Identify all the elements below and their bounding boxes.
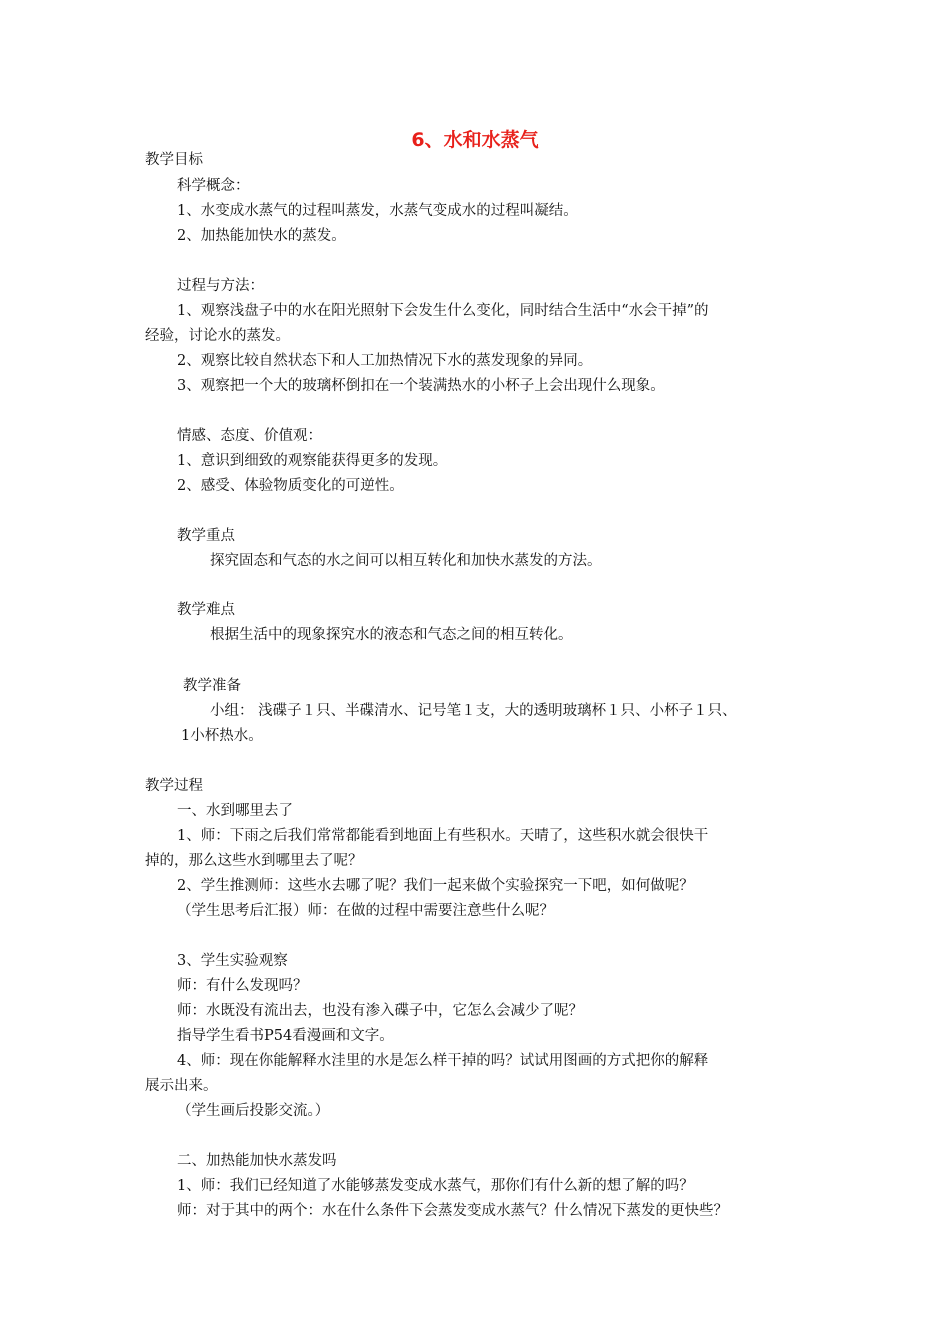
preparation-heading: 教学准备 [183,678,241,694]
key-point-heading: 教学重点 [177,528,235,544]
part1-line: 1、师：下雨之后我们常常都能看到地面上有些积水。天晴了，这些积水就会很快干 [177,828,709,844]
part1-line: 师：水既没有流出去，也没有渗入碟子中，它怎么会减少了呢？ [177,1003,583,1019]
part1-line: 师：有什么发现吗？ [177,978,308,994]
process-method-item: 经验，讨论水的蒸发。 [145,328,290,344]
part1-line: 指导学生看书P54看漫画和文字。 [177,1028,394,1044]
science-concept-heading: 科学概念： [177,178,250,194]
part2-heading: 二、加热能加快水蒸发吗 [177,1153,337,1169]
part2-line: 1、师：我们已经知道了水能够蒸发变成水蒸气，那你们有什么新的想了解的吗？ [177,1178,694,1194]
part1-line: 掉的，那么这些水到哪里去了呢？ [145,853,363,869]
process-method-item: 1、观察浅盘子中的水在阳光照射下会发生什么变化，同时结合生活中“水会干掉”的 [177,303,709,319]
preparation-line: 1小杯热水。 [181,728,263,744]
process-method-heading: 过程与方法： [177,278,264,294]
part1-line: （学生思考后汇报）师：在做的过程中需要注意些什么呢？ [177,903,554,919]
part1-line: 2、学生推测师：这些水去哪了呢？我们一起来做个实验探究一下吧，如何做呢？ [177,878,694,894]
part1-line: （学生画后投影交流。） [177,1103,330,1119]
preparation-line: 小组： 浅碟子１只、半碟清水、记号笔１支，大的透明玻璃杯１只、小杯子１只、 [210,703,737,719]
part1-line: 3、学生实验观察 [177,953,288,969]
science-concept-item: 2、加热能加快水的蒸发。 [177,228,346,244]
attitude-item: 1、意识到细致的观察能获得更多的发现。 [177,453,448,469]
difficulty-text: 根据生活中的现象探究水的液态和气态之间的相互转化。 [210,627,573,643]
process-method-item: 2、观察比较自然状态下和人工加热情况下水的蒸发现象的异同。 [177,353,593,369]
science-concept-item: 1、水变成水蒸气的过程叫蒸发，水蒸气变成水的过程叫凝结。 [177,203,578,219]
process-method-item: 3、观察把一个大的玻璃杯倒扣在一个装满热水的小杯子上会出现什么现象。 [177,378,665,394]
attitude-heading: 情感、态度、价值观： [177,428,322,444]
part1-line: 展示出来。 [145,1078,218,1094]
difficulty-heading: 教学难点 [177,602,235,618]
attitude-item: 2、感受、体验物质变化的可逆性。 [177,478,404,494]
key-point-text: 探究固态和气态的水之间可以相互转化和加快水蒸发的方法。 [210,553,602,569]
goals-heading: 教学目标 [145,152,203,168]
part1-heading: 一、水到哪里去了 [177,803,293,819]
part1-line: 4、师：现在你能解释水洼里的水是怎么样干掉的吗？试试用图画的方式把你的解释 [177,1053,709,1069]
part2-line: 师：对于其中的两个：水在什么条件下会蒸发变成水蒸气？什么情况下蒸发的更快些？ [177,1203,728,1219]
process-heading: 教学过程 [145,778,203,794]
page-title: 6、水和水蒸气 [411,129,539,151]
